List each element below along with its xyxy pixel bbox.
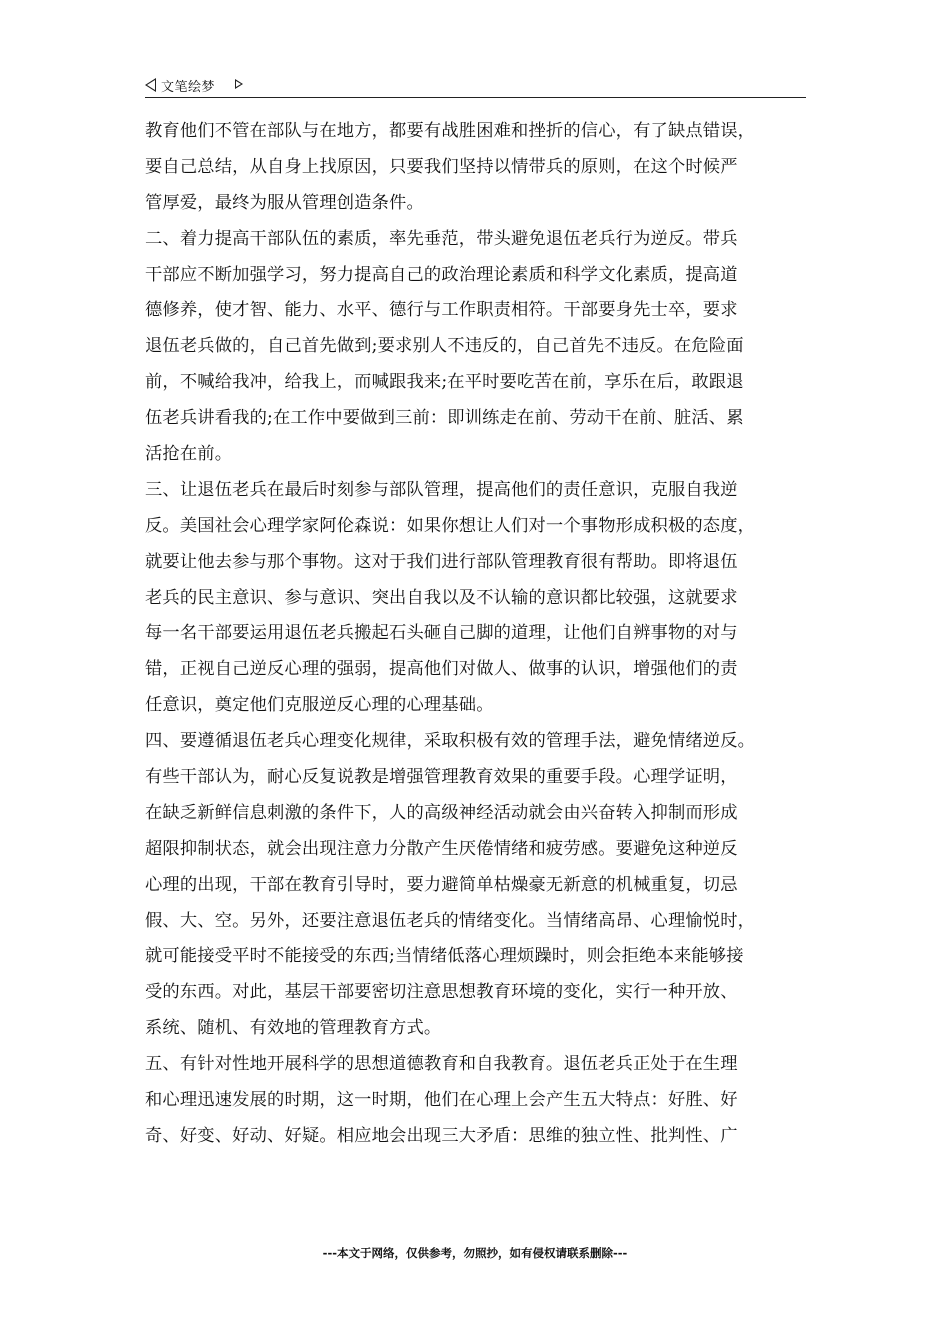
text-line: 四、要遵循退伍老兵心理变化规律，采取积极有效的管理手法，避免情绪逆反。 [145, 731, 756, 752]
text-line: 干部应不断加强学习，努力提高自己的政治理论素质和科学文化素质，提高道 [145, 264, 738, 285]
text-line: 假、大、空。另外，还要注意退伍老兵的情绪变化。当情绪高昂、心理愉悦时， [145, 910, 756, 931]
text-line: 系统、随机、有效地的管理教育方式。 [145, 1018, 442, 1039]
text-line: 教育他们不管在部队与在地方，都要有战胜困难和挫折的信心，有了缺点错误， [145, 121, 756, 141]
header-divider [145, 97, 806, 98]
text-line: 在缺乏新鲜信息刺激的条件下，人的高级神经活动就会由兴奋转入抑制而形成 [145, 802, 738, 823]
text-line: 要自己总结，从自身上找原因，只要我们坚持以情带兵的原则，在这个时候严 [145, 156, 738, 177]
page-header [145, 74, 806, 98]
text-line: 五、有针对性地开展科学的思想道德教育和自我教育。退伍老兵正处于在生理 [145, 1054, 738, 1075]
text-line: 反。美国社会心理学家阿伦森说：如果你想让人们对一个事物形成积极的态度， [145, 515, 756, 536]
text-line: 管厚爱，最终为服从管理创造条件。 [145, 192, 424, 213]
text-line: 就要让他去参与那个事物。这对于我们进行部队管理教育很有帮助。即将退伍 [145, 551, 738, 572]
text-line: 德修养，使才智、能力、水平、德行与工作职责相符。干部要身先士卒，要求 [145, 300, 738, 321]
text-line: 老兵的民主意识、参与意识、突出自我以及不认输的意识都比较强，这就要求 [145, 587, 738, 608]
text-line: 心理的出现，干部在教育引导时，要力避简单枯燥豪无新意的机械重复，切忌 [145, 874, 738, 895]
document-body [145, 114, 813, 1155]
text-line: 任意识，奠定他们克服逆反心理的心理基础。 [145, 695, 494, 716]
triangle-left-icon [145, 78, 156, 92]
triangle-right-icon [235, 79, 243, 89]
text-line: 就可能接受平时不能接受的东西;当情绪低落心理烦躁时，则会拒绝本来能够接 [145, 946, 744, 967]
text-line: 三、让退伍老兵在最后时刻参与部队管理，提高他们的责任意识，克服自我逆 [145, 479, 738, 500]
text-line: 有些干部认为，耐心反复说教是增强管理教育效果的重要手段。心理学证明， [145, 767, 738, 788]
text-line: 退伍老兵做的，自己首先做到;要求别人不违反的，自己首先不违反。在危险面 [145, 336, 744, 357]
header-title: 文笔绘梦 [161, 80, 216, 95]
text-line: 每一名干部要运用退伍老兵搬起石头砸自己脚的道理，让他们自辨事物的对与 [145, 623, 738, 644]
text-line: 二、着力提高干部队伍的素质，率先垂范，带头避免退伍老兵行为逆反。带兵 [145, 228, 738, 249]
text-line: 受的东西。对此，基层干部要密切注意思想教育环境的变化，实行一种开放、 [145, 982, 738, 1003]
text-line: 活抢在前。 [145, 444, 233, 465]
page-footer: ---本文于网络，仅供参考，勿照抄，如有侵权请联系删除--- [322, 1246, 628, 1260]
text-line: 奇、好变、好动、好疑。相应地会出现三大矛盾：思维的独立性、批判性、广 [145, 1125, 738, 1146]
text-line: 错，正视自己逆反心理的强弱，提高他们对做人、做事的认识，增强他们的责 [145, 659, 738, 680]
text-line: 伍老兵讲看我的;在工作中要做到三前：即训练走在前、劳动干在前、脏活、累 [145, 408, 744, 429]
text-line: 超限抑制状态，就会出现注意力分散产生厌倦情绪和疲劳感。要避免这种逆反 [145, 838, 738, 859]
text-line: 前，不喊给我冲，给我上，而喊跟我来;在平时要吃苦在前，享乐在后，敢跟退 [145, 372, 744, 393]
text-line: 和心理迅速发展的时期，这一时期，他们在心理上会产生五大特点：好胜、好 [145, 1090, 738, 1111]
